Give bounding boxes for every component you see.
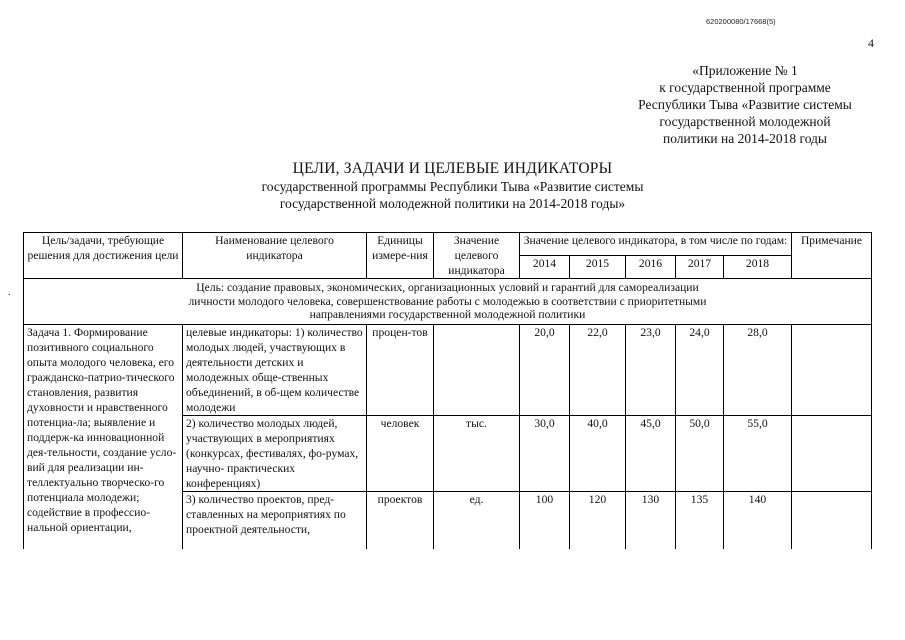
year-value: 30,0 bbox=[520, 415, 570, 491]
indicator-unit: процен-тов bbox=[367, 324, 434, 415]
indicator-name: 2) количество молодых людей, участвующих в мероприятиях (конкурсах, фестивалях, фо-румах, научно- практических конференциях) bbox=[183, 415, 367, 491]
document-code: 620200080/17668(5) bbox=[706, 17, 776, 26]
year-value: 55,0 bbox=[724, 415, 792, 491]
header-note: Примечание bbox=[792, 233, 872, 279]
header-year: 2018 bbox=[724, 256, 792, 279]
margin-mark: . bbox=[8, 287, 11, 298]
goal-text: Цель: создание правовых, экономических, организационных условий и гарантий для самореализации личности молодого человека, совершенствование работы с молодежью в соответствии с приоритетными направлениями государственной молодежной политики bbox=[24, 279, 872, 325]
goal-row bbox=[24, 279, 872, 325]
indicator-value: ед. bbox=[434, 491, 520, 549]
appendix-note bbox=[600, 62, 890, 147]
title-line: государственной молодежной политики на 2014-2018 годы» bbox=[279, 196, 626, 211]
indicators-table bbox=[23, 232, 872, 550]
header-year: 2016 bbox=[626, 256, 676, 279]
year-value: 120 bbox=[570, 491, 626, 549]
note-cell bbox=[792, 491, 872, 549]
table-header-row bbox=[24, 233, 872, 256]
year-value: 45,0 bbox=[626, 415, 676, 491]
page-number: 4 bbox=[868, 36, 874, 50]
indicator-value: тыс. bbox=[434, 415, 520, 491]
indicator-unit: человек bbox=[367, 415, 434, 491]
appendix-line: «Приложение № 1 bbox=[692, 63, 798, 78]
title-main: ЦЕЛИ, ЗАДАЧИ И ЦЕЛЕВЫЕ ИНДИКАТОРЫ bbox=[292, 160, 613, 177]
document-title bbox=[0, 160, 905, 212]
indicator-unit: проектов bbox=[367, 491, 434, 549]
note-cell bbox=[792, 415, 872, 491]
task-cell: Задача 1. Формирование позитивного социального опыта молодого человека, его гражданско-патрио-тического становления, развития духовности и нравственного потенциа-ла; выявление и поддерж-ка инновационной дея-тельности, создание усло-вий для реализации ин-теллектуально творческо-го потенциала молодежи; содействие в профессио-нальной ориентации, bbox=[24, 324, 183, 549]
indicator-name: 3) количество проектов, пред-ставленных на мероприятиях по проектной деятельности, bbox=[183, 491, 367, 549]
year-value: 50,0 bbox=[676, 415, 724, 491]
year-value: 135 bbox=[676, 491, 724, 549]
note-cell bbox=[792, 324, 872, 415]
header-goal-task: Цель/задачи, требующие решения для достижения цели bbox=[24, 233, 183, 279]
year-value: 100 bbox=[520, 491, 570, 549]
appendix-line: Республики Тыва «Развитие системы bbox=[638, 97, 852, 112]
year-value: 20,0 bbox=[520, 324, 570, 415]
appendix-line: к государственной программе bbox=[659, 80, 831, 95]
header-indicator-value: Значение целевого индикатора bbox=[434, 233, 520, 279]
year-value: 22,0 bbox=[570, 324, 626, 415]
header-unit: Единицы измере-ния bbox=[367, 233, 434, 279]
header-year: 2015 bbox=[570, 256, 626, 279]
year-value: 130 bbox=[626, 491, 676, 549]
year-value: 40,0 bbox=[570, 415, 626, 491]
year-value: 140 bbox=[724, 491, 792, 549]
header-indicator-name: Наименование целевого индикатора bbox=[183, 233, 367, 279]
appendix-line: политики на 2014-2018 годы bbox=[662, 131, 827, 146]
page-bottom-margin bbox=[0, 549, 905, 640]
indicator-name: целевые индикаторы: 1) количество молодых людей, участвующих в деятельности детских и молодежных обще-ственных объединений, в об-щем количестве молодежи bbox=[183, 324, 367, 415]
year-value: 24,0 bbox=[676, 324, 724, 415]
year-value: 23,0 bbox=[626, 324, 676, 415]
header-year: 2014 bbox=[520, 256, 570, 279]
table-row bbox=[24, 324, 872, 415]
indicator-value bbox=[434, 324, 520, 415]
year-value: 28,0 bbox=[724, 324, 792, 415]
header-year: 2017 bbox=[676, 256, 724, 279]
appendix-line: государственной молодежной bbox=[659, 114, 831, 129]
header-value-by-years: Значение целевого индикатора, в том числе по годам: bbox=[520, 233, 792, 256]
title-line: государственной программы Республики Тыва «Развитие системы bbox=[261, 179, 644, 194]
